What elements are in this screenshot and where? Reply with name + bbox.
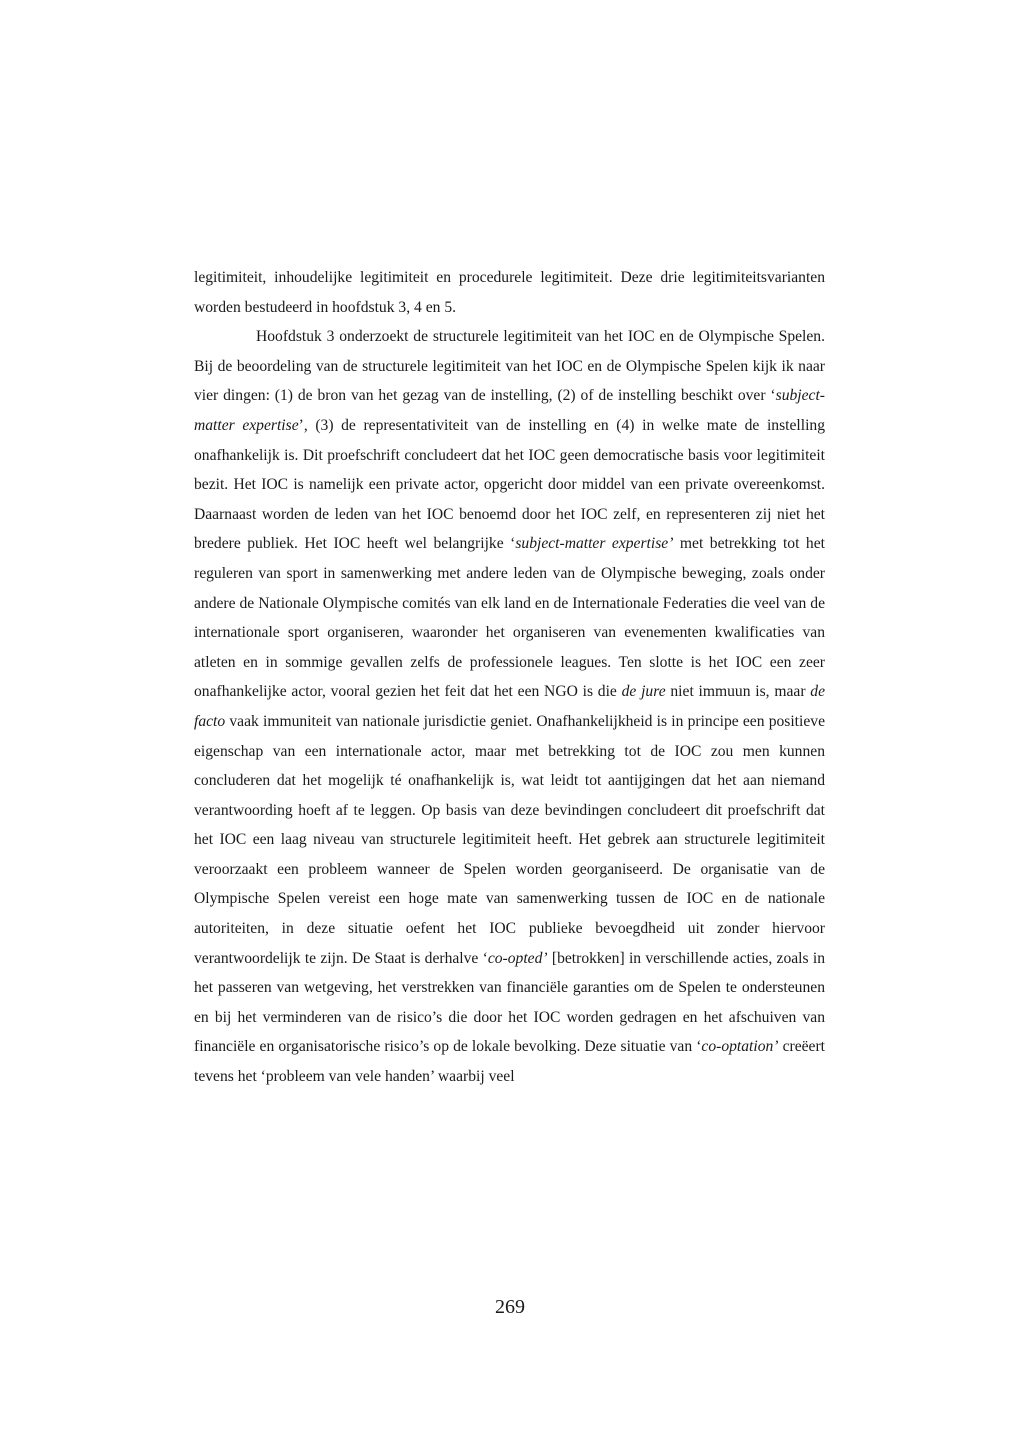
body-text [194,263,825,1092]
italic-term: de jure [621,683,666,701]
paragraph-continued: legitimiteit, inhoudelijke legitimiteit en procedurele legitimiteit. Deze drie legitimiteitsvarianten worden bestudeerd in hoofdstuk 3, 4 en 5. [194,269,825,316]
italic-term: co-optation’ [701,1038,779,1056]
italic-term: subject-matter expertise’ [515,535,674,553]
text-run: [betrokken] in verschillende acties, zoals in het passeren van wetgeving, het verstrekken van financiële garanties om de Spelen te ondersteunen en bij het verminderen van de risico’s die door het IOC worden gedragen en het afschuiven van financiële en organisatorische risico’s op de lokale bevolking. Deze situatie van ‘ [194,949,825,1056]
page-number: 269 [495,1296,525,1318]
text-run: met betrekking tot het reguleren van sport in samenwerking met andere leden van de Olympische beweging, zoals onder andere de Nationale Olympische comités van elk land en de Internationale Federaties die veel van de internationale sport organiseren, waaronder het organiseren van evenementen kwalificaties van atleten en in sommige gevallen zelfs de professionele leagues. Ten slotte is het IOC een zeer onafhankelijke actor, vooral gezien het feit dat het een NGO is die [194,535,825,701]
italic-term: subject-matter expertise [194,387,825,434]
text-run: Hoofdstuk 3 onderzoekt de structurele legitimiteit van het IOC en de Olympische Spelen. Bij de beoordeling van de structurele legitimiteit van het IOC en de Olympische Spelen kijk ik naar vier dingen: (1) de bron van het gezag van de instelling, (2) of de instelling beschikt over ‘ [194,328,825,405]
text-run: ’, (3) de representativiteit van de instelling en (4) in welke mate de instelling onafhankelijk is. Dit proefschrift concludeert dat het IOC geen democratische basis voor legitimiteit bezit. Het IOC is namelijk een private actor, opgericht door middel van een private overeenkomst. Daarnaast worden de leden van het IOC benoemd door het IOC zelf, en representeren zij niet het bredere publiek. Het IOC heeft wel belangrijke ‘ [194,416,825,553]
text-run: niet immuun is, maar [665,683,811,701]
italic-term: co-opted’ [487,949,548,967]
paragraph-chapter-3 [194,322,825,1091]
text-run: creëert tevens het ‘probleem van vele handen’ waarbij veel [194,1038,825,1086]
italic-term: de facto [194,683,825,730]
text-run: vaak immuniteit van nationale jurisdictie geniet. Onafhankelijkheid is in principe een positieve eigenschap van een internationale actor, maar met betrekking tot de IOC zou men kunnen concluderen dat het mogelijk té onafhankelijk is, wat leidt tot aantijgingen dat het aan niemand verantwoording hoeft af te leggen. Op basis van deze bevindingen concludeert dit proefschrift dat het IOC een laag niveau van structurele legitimiteit heeft. Het gebrek aan structurele legitimiteit veroorzaakt een probleem wanneer de Spelen worden georganiseerd. De organisatie van de Olympische Spelen vereist een hoge mate van samenwerking tussen de IOC en de nationale autoriteiten, in deze situatie oefent het IOC publieke bevoegdheid uit zonder hiervoor verantwoordelijk te zijn. De Staat is derhalve ‘ [194,712,825,967]
